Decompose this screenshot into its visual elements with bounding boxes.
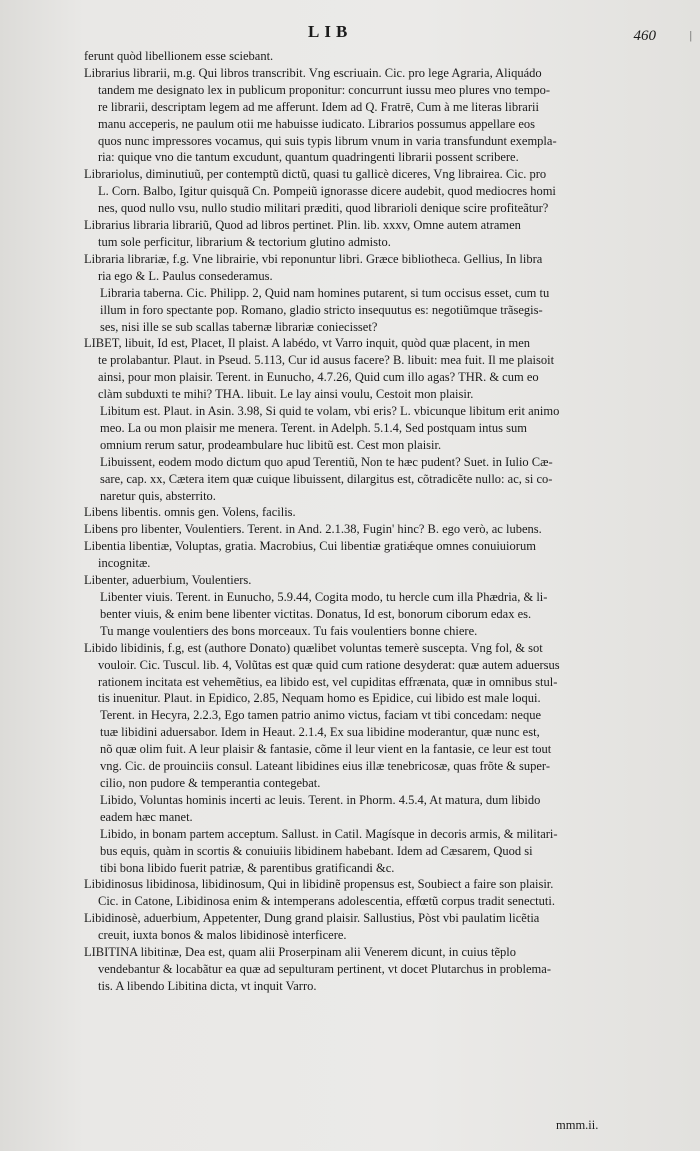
text-line: illum in foro spectante pop. Romano, gladio stricto insequutus es: negotiũmque trãsegis- <box>100 302 543 317</box>
text-line: Libitum est. Plaut. in Asin. 3.98, Si quid te volam, vbi eris? L. vbicunque libitum erit animo <box>100 404 560 419</box>
text-line: cilio, non pudore & temperantia contegebat. <box>100 775 321 790</box>
text-line: Libuissent, eodem modo dictum quo apud Terentiũ, Non te hæc pudent? Suet. in Iulio Cæ- <box>100 454 553 469</box>
text-line: tis inuenitur. Plaut. in Epidico, 2.85, Nequam homo es Epidice, cui libido est male loqui. <box>98 691 541 706</box>
text-line: Libraria librariæ, f.g. Vne librairie, vbi reponuntur libri. Græce bibliotheca. Gellius, In libra <box>84 251 543 266</box>
dictionary-entry <box>84 521 668 538</box>
sub-entry <box>84 285 668 336</box>
text-line: vouloir. Cic. Tuscul. lib. 4, Volũtas est quæ quid cum ratione desyderat: quæ autem aduersus <box>98 657 560 672</box>
dictionary-entry <box>84 166 668 217</box>
text-line: Cic. in Catone, Libidinosa enim & intemperans adolescentia, effœtũ corpus tradit senectuti. <box>98 894 555 909</box>
text-line: ria: quique vno die tantum excudunt, quantum quadringenti librarii possent scribere. <box>98 150 519 165</box>
text-line: manu acceperis, ne paulum otii me habuisse iudicato. Librarios possumus appellare eos <box>98 116 536 131</box>
text-line: nõ quæ olim fuit. A leur plaisir & fantasie, cõme il leur vient en la fantasie, ce leur est tout <box>100 742 552 757</box>
dictionary-entry <box>84 910 668 944</box>
text-line: ria ego & L. Paulus consederamus. <box>98 268 273 283</box>
edge-mark: | <box>689 28 692 42</box>
text-line: tuæ libidini aduersabor. Idem in Heaut. 2.1.4, Ex sua libidine moderantur, quæ nunc est, <box>100 725 540 740</box>
text-line: ainsi, pour mon plaisir. Terent. in Eunucho, 4.7.26, Quid cum illo agas? THR. & cum eo <box>98 370 539 385</box>
sub-entry <box>84 826 668 877</box>
text-line: benter viuis, & enim bene libenter victitas. Donatus, Id est, bonorum ciborum edax es. <box>100 606 532 621</box>
text-line: Terent. in Hecyra, 2.2.3, Ego tamen patrio animo victus, faciam vt tibi concedam: neque <box>100 708 541 723</box>
text-line: te prolabantur. Plaut. in Pseud. 5.113, Cur id ausus facere? B. libuit: mea fuit. Il me plaisoit <box>98 353 555 368</box>
text-line: L. Corn. Balbo, Igitur quisquã Cn. Pompeiũ ignorasse dicere audebit, quod mediocres homi <box>98 184 556 199</box>
text-line: Libido, in bonam partem acceptum. Sallust. in Catil. Magísque in decoris armis, & militari- <box>100 826 558 841</box>
text-line: Tu mange voulentiers des bons morceaux. Tu fais voulentiers bonne chiere. <box>100 623 478 638</box>
text-line: tibi bona libido fuerit patriæ, & parentibus gratificandi &c. <box>100 860 395 875</box>
text-line: Libens libentis. omnis gen. Volens, facilis. <box>84 505 296 520</box>
text-line: vng. Cic. de prouinciis consul. Lateant libidines eius illæ tenebricosæ, quas frõte & super- <box>100 759 551 774</box>
text-line: tandem me designato lex in publicum proponitur: concurrunt iussu meo plures vno tempo- <box>98 82 550 97</box>
text-line: Libraria taberna. Cic. Philipp. 2, Quid nam homines putarent, si tum occisus esset, cum tu <box>100 285 550 300</box>
text-line: incognitæ. <box>98 556 151 571</box>
text-line: ses, nisi ille se sub scallas tabernæ librariæ coniecisset? <box>100 319 378 334</box>
sub-entry <box>84 454 668 505</box>
dictionary-entry <box>84 335 668 403</box>
running-head: LIB <box>308 22 353 41</box>
text-line: Librarius libraria librariũ, Quod ad libros pertinet. Plin. lib. xxxv, Omne autem atramen <box>84 218 521 233</box>
text-line: rationem incitata est vehemẽtius, ea libido est, vel cupiditas effrænata, quæ in omnibus stul- <box>98 674 558 689</box>
text-line: Libenter, aduerbium, Voulentiers. <box>84 573 252 588</box>
sub-entry <box>84 403 668 454</box>
text-line: tis. A libendo Libitina dicta, vt inquit Varro. <box>98 978 317 993</box>
text-line: re librarii, descriptam legem ad me afferunt. Idem ad Q. Fratrē, Cum à me literas librarii <box>98 99 539 114</box>
text-line: Libido libidinis, f.g, est (authore Donato) quælibet voluntas temerè suscepta. Vng fol, & sot <box>84 640 543 655</box>
text-line: omnium rerum satur, prodeambulare huc libitũ est. Cest mon plaisir. <box>100 437 442 452</box>
dictionary-entry <box>84 65 668 166</box>
dictionary-entry <box>84 251 668 285</box>
text-line: clàm subduxti te mihi? THA. libuit. Le lay ainsi voulu, Cestoit mon plaisir. <box>98 387 474 402</box>
text-line: vendebantur & locabãtur ea quæ ad sepulturam pertinent, vt docet Plutarchus in problema- <box>98 961 551 976</box>
text-line: sare, cap. xx, Cætera item quæ cuique libuissent, dilargitus est, cõtradicẽte nullo: ac, si co- <box>100 471 553 486</box>
dictionary-entry <box>84 217 668 251</box>
text-line: Libentia libentiæ, Voluptas, gratia. Macrobius, Cui libentiæ gratiǽque omnes conuiuiorum <box>84 539 536 554</box>
sub-entry <box>84 792 668 826</box>
text-line: Libidinosè, aduerbium, Appetenter, Dung grand plaisir. Sallustius, Pòst vbi paulatim licẽtia <box>84 911 540 926</box>
page-number: 460 <box>633 28 656 44</box>
dictionary-entry <box>84 876 668 910</box>
dictionary-entry <box>84 572 668 589</box>
dictionary-entry <box>84 538 668 572</box>
text-line: LIBITINA libitinæ, Dea est, quam alii Proserpinam alii Venerem dicunt, in cuius tẽplo <box>84 945 516 960</box>
text-line: Libidinosus libidinosa, libidinosum, Qui in libidinẽ propensus est, Soubiect a faire son plaisir. <box>84 877 554 892</box>
text-line: LIBET, libuit, Id est, Placet, Il plaist. A labédo, vt Varro inquit, quòd quæ placent, in men <box>84 336 530 351</box>
dictionary-text <box>84 48 668 995</box>
dictionary-entry <box>84 640 668 708</box>
dictionary-entry <box>84 944 668 995</box>
text-line: naretur quis, absterrito. <box>100 488 216 503</box>
text-line: Librariolus, diminutiuũ, per contemptũ dictũ, quasi tu gallicè diceres, Vng librairea. Cic. pro <box>84 167 547 182</box>
page-header <box>0 22 700 46</box>
sub-entry <box>84 589 668 640</box>
text-line: creuit, iuxta bonos & malos libidinosè interficere. <box>98 928 347 943</box>
text-line: tum sole perficitur, librarium & tectorium glutino admisto. <box>98 234 391 249</box>
text-line: Librarius librarii, m.g. Qui libros transcribit. Vng escriuain. Cic. pro lege Agraria, Aliquádo <box>84 65 542 80</box>
text-line: Libido, Voluntas hominis incerti ac leuis. Terent. in Phorm. 4.5.4, At matura, dum libido <box>100 792 541 807</box>
text-line: quos nunc impressores vocamus, qui suis typis librum vnum in varia transfundunt exempla- <box>98 133 557 148</box>
signature-mark: mmm.ii. <box>556 1118 599 1132</box>
text-line: nes, quod nullo vsu, nullo studio militari præditi, quod librarioli denique scire profiteãtur? <box>98 201 549 216</box>
text-line: Libenter viuis. Terent. in Eunucho, 5.9.44, Cogita modo, tu hercle cum illa Phædria, & li- <box>100 590 548 604</box>
text-line: Libens pro libenter, Voulentiers. Terent. in And. 2.1.38, Fugin' hinc? B. ego verò, ac lubens. <box>84 522 542 537</box>
text-line: meo. La ou mon plaisir me menera. Terent. in Adelph. 5.1.4, Sed postquam intus sum <box>100 420 527 435</box>
dictionary-entry <box>84 504 668 521</box>
text-line: ferunt quòd libellionem esse sciebant. <box>84 49 274 63</box>
sub-entry <box>84 707 668 792</box>
text-line: eadem hæc manet. <box>100 809 193 824</box>
dictionary-entry <box>84 48 668 65</box>
text-line: bus equis, quàm in scortis & conuiuiis libidinem habebant. Idem ad Cæsarem, Quod si <box>100 843 533 858</box>
